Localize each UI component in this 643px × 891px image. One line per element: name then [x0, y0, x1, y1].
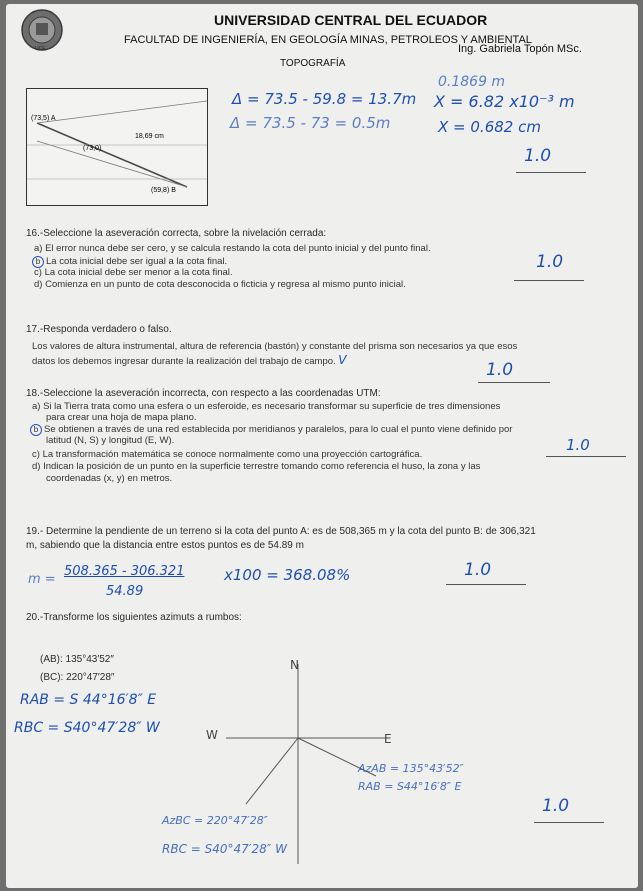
exam-sheet — [6, 4, 638, 888]
q20-title: 20.-Transforme los siguientes azimuts a rumbos: — [26, 612, 242, 623]
calc-x-1: X = 6.82 x10⁻³ m — [434, 92, 575, 111]
q17-text-2-body: datos los debemos ingresar durante la realización del trabajo de campo. — [32, 356, 336, 367]
q16-c-text: La cota inicial debe ser menor a la cota final. — [44, 267, 233, 278]
distance-label: 18,69 cm — [135, 133, 164, 140]
grade-line-q19 — [446, 584, 526, 585]
q20-rbc: RBC = S40°47′28″ W — [14, 720, 160, 736]
calc-delta-1: Δ = 73.5 - 59.8 = 13.7m — [232, 90, 417, 108]
q18-c-text: La transformación matemática se conoce normalmente como una proyección cartográfica. — [42, 449, 423, 460]
university-title: UNIVERSIDAD CENTRAL DEL ECUADOR — [214, 12, 488, 28]
point-a-label: (73,5) A — [31, 115, 56, 122]
grade-line-q16 — [514, 280, 584, 281]
q17-title: 17.-Responda verdadero o falso. — [26, 324, 172, 335]
grade-line-q18 — [546, 456, 626, 457]
q20-rab: RAB = S 44°16′8″ E — [20, 692, 157, 708]
q16-option-a: a) El error nunca debe ser cero, y se calcula restando la cota del punto inicial y del punto final. — [34, 243, 431, 254]
professor-name: Ing. Gabriela Topón MSc. — [458, 43, 582, 55]
q18-option-a-cont: para crear una hoja de mapa plano. — [46, 412, 197, 423]
logo-text: UCE — [35, 46, 46, 52]
q16-d-text: Comienza en un punto de cota desconocida o ficticia y regresa al mismo punto inicial. — [45, 279, 406, 290]
grade-line-q20 — [534, 822, 604, 823]
selected-circle-icon: b — [30, 424, 42, 436]
grade-q18: 1.0 — [566, 436, 590, 454]
calc-x-top: 0.1869 m — [438, 74, 506, 90]
q18-option-d-cont: coordenadas (x, y) en metros. — [46, 473, 173, 484]
q16-title: 16.-Seleccione la aseveración correcta, sobre la nivelación cerrada: — [26, 228, 327, 239]
q18-d-text-1: Indican la posición de un punto en la superficie terrestre tomando como referencia el huso, la zona y las — [43, 461, 481, 472]
grade-line-q15 — [516, 172, 586, 173]
point-mid-label: (73,0) — [83, 145, 102, 152]
q18-option-c: c) La transformación matemática se conoce normalmente como una proyección cartográfica. — [32, 449, 423, 460]
figure-box — [26, 88, 208, 206]
grade-line-q17 — [478, 382, 550, 383]
compass-n: N — [290, 658, 299, 672]
q19-result: x100 = 368.08% — [224, 566, 351, 584]
q16-a-text: El error nunca debe ser cero, y se calcula restando la cota del punto inicial y del punto final. — [45, 243, 431, 254]
q20-ab: (AB): 135°43′52″ — [40, 654, 114, 665]
grade-q15: 1.0 — [524, 146, 552, 166]
q18-option-a: a) Si la Tierra trata como una esfera o un esferoide, es necesario transformar su superficie de tres dimensiones — [32, 401, 501, 412]
q16-b-text: La cota inicial debe ser igual a la cota final. — [46, 256, 228, 267]
q16-option-c: c) La cota inicial debe ser menor a la cota final. — [34, 267, 233, 278]
selected-circle-icon: b — [32, 256, 44, 268]
q18-option-d: d) Indican la posición de un punto en la superficie terrestre tomando como referencia el huso, la zona y las — [32, 461, 481, 472]
grade-q20: 1.0 — [542, 796, 570, 816]
grade-q19: 1.0 — [464, 560, 492, 580]
grade-q16: 1.0 — [536, 252, 564, 272]
q18-title: 18.-Seleccione la aseveración incorrecta, con respecto a las coordenadas UTM: — [26, 388, 381, 399]
university-logo — [20, 8, 64, 52]
calc-x-2: X = 0.682 cm — [438, 118, 541, 136]
q20-bc: (BC): 220°47′28″ — [40, 672, 115, 683]
q19-numerator: 508.365 - 306.321 — [64, 564, 185, 579]
q17-text-1: Los valores de altura instrumental, altura de referencia (bastón) y constante del prisma son necesarios ya que esos — [32, 341, 518, 352]
q19-denominator: 54.89 — [106, 584, 144, 599]
q20-az-bc: AzBC = 220°47′28″ — [162, 814, 268, 827]
compass-w: W — [206, 728, 218, 742]
compass-e: E — [384, 732, 392, 746]
calc-delta-2: Δ = 73.5 - 73 = 0.5m — [230, 114, 391, 132]
grade-q17: 1.0 — [486, 360, 514, 380]
q18-option-b-cont: latitud (N, S) y longitud (E, W). — [46, 435, 175, 446]
q20-az-ab: AzAB = 135°43′52″ — [358, 762, 464, 775]
q20-rbc-2: RBC = S40°47′28″ W — [162, 842, 287, 856]
q18-a-text-1: Si la Tierra trata como una esfera o un esferoide, es necesario transformar su superficie de tres dimensiones — [43, 401, 501, 412]
q17-answer: V — [338, 353, 347, 367]
q16-option-d: d) Comienza en un punto de cota desconocida o ficticia y regresa al mismo punto inicial. — [34, 279, 406, 290]
subject-name: TOPOGRAFÍA — [280, 58, 346, 69]
q18-b-text-1: Se obtienen a través de una red establecida por meridianos y paralelos, para lo cual el punto viene definido por — [44, 424, 513, 435]
q17-text-2 — [32, 354, 347, 367]
q19-text-1: 19.- Determine la pendiente de un terreno si la cota del punto A: es de 508,365 m y la cota del punto B: de 306,321 — [26, 526, 536, 537]
q19-m-label: m = — [28, 572, 56, 587]
point-b-label: (59,8) B — [151, 187, 176, 194]
q20-rab-2: RAB = S44°16′8″ E — [358, 780, 462, 793]
q19-text-2: m, sabiendo que la distancia entre estos puntos es de 54.89 m — [26, 540, 304, 551]
faculty-name: FACULTAD DE INGENIERÍA, EN GEOLOGÍA MINAS, PETROLEOS Y AMBIENTAL — [124, 34, 532, 46]
